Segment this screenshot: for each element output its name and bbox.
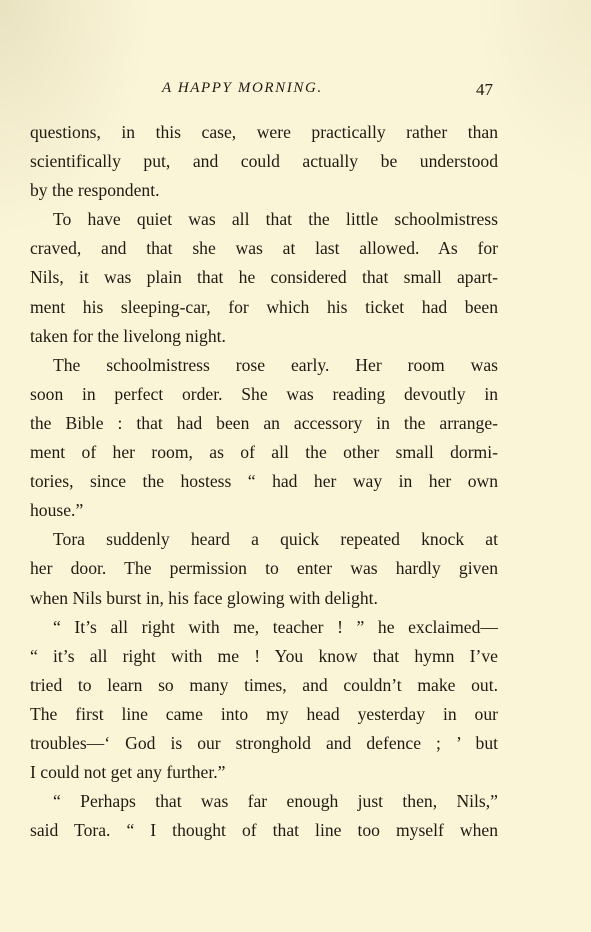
text-line: “ It’s all right with me, teacher ! ” he exclaimed—	[53, 616, 498, 637]
text-line: her door. The permission to enter was hardly given	[30, 558, 498, 579]
text-line: The schoolmistress rose early. Her room was	[53, 354, 498, 375]
text-line: ment of her room, as of all the other small dormi-	[30, 442, 498, 463]
text-line: troubles—‘ God is our stronghold and defence ; ’ but	[30, 732, 498, 753]
text-line: The first line came into my head yesterday in our	[30, 703, 498, 724]
running-head: A HAPPY MORNING.	[162, 80, 323, 96]
text-line: house.”	[30, 500, 84, 521]
text-line: tried to learn so many times, and couldn’t make out.	[30, 674, 498, 695]
text-line: scientifically put, and could actually be understood	[30, 151, 498, 172]
text-line: I could not get any further.”	[30, 762, 226, 783]
text-line: craved, and that she was at last allowed. As for	[30, 238, 498, 259]
text-line: soon in perfect order. She was reading devoutly in	[30, 383, 498, 404]
text-line: Nils, it was plain that he considered that small apart-	[30, 267, 498, 288]
text-line: said Tora. “ I thought of that line too myself when	[30, 820, 498, 841]
text-line: the Bible : that had been an accessory in the arrange-	[30, 412, 498, 433]
text-line: by the respondent.	[30, 180, 160, 201]
text-line: taken for the livelong night.	[30, 325, 226, 346]
text-line: “ it’s all right with me ! You know that hymn I’ve	[30, 645, 498, 666]
text-line: when Nils burst in, his face glowing with delight.	[30, 587, 378, 608]
text-line: tories, since the hostess “ had her way in her own	[30, 471, 498, 492]
page-number: 47	[476, 80, 493, 99]
text-line: Tora suddenly heard a quick repeated knock at	[53, 529, 498, 550]
text-line: “ Perhaps that was far enough just then, Nils,”	[53, 791, 498, 812]
page-header	[0, 80, 591, 104]
text-line: questions, in this case, were practically rather than	[30, 122, 498, 142]
text-line: ment his sleeping-car, for which his ticket had been	[30, 296, 498, 317]
text-line: To have quiet was all that the little schoolmistress	[53, 209, 498, 230]
body-text	[30, 118, 498, 845]
